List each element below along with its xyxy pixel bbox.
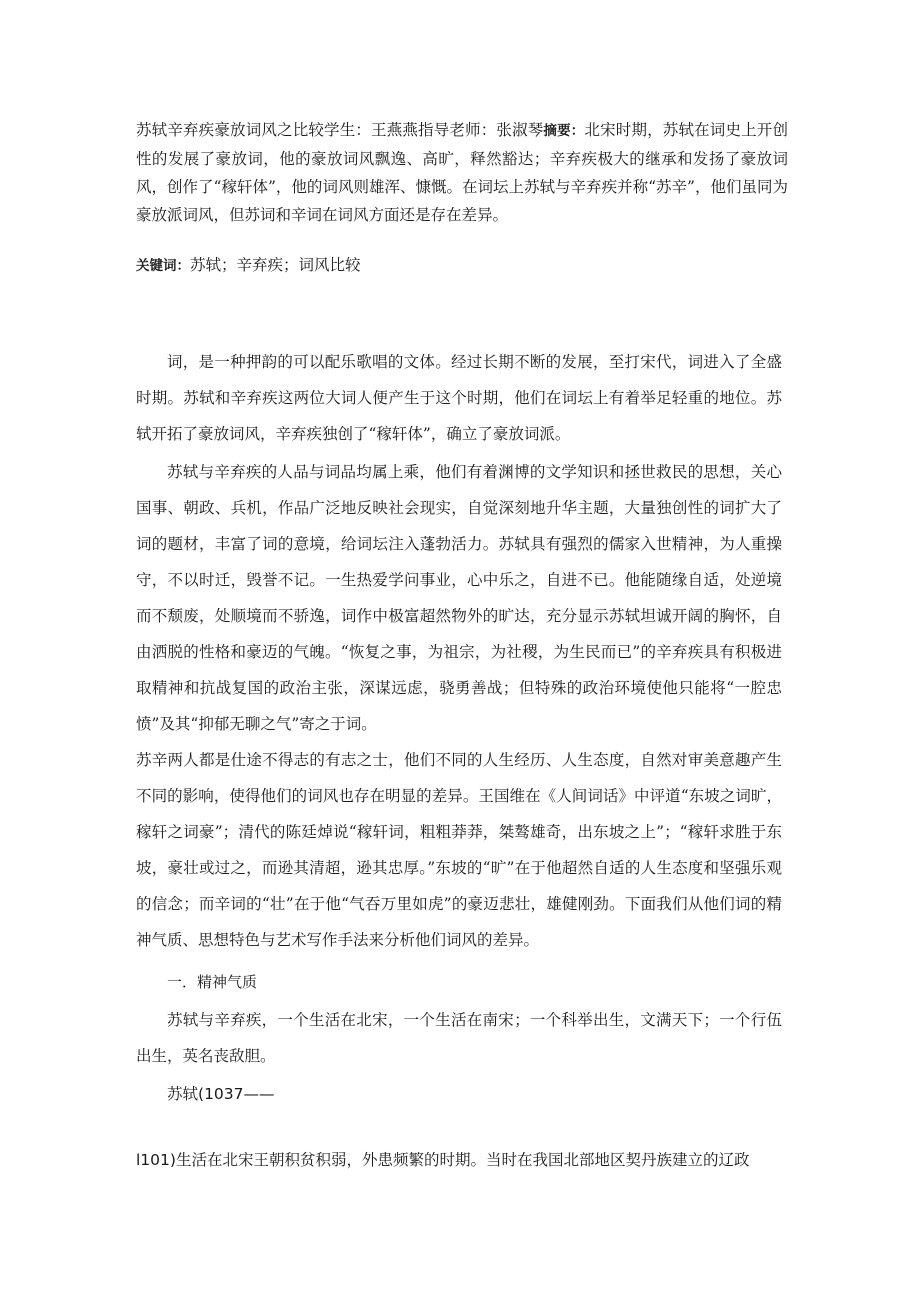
paragraph-style-difference: 苏辛两人都是仕途不得志的有志之士，他们不同的人生经历、人生态度，自然对审美意趣产生不同的影响，使得他们的词风也存在明显的差异。王国维在《人间词话》中评道“东坡之词旷，稼轩之词豪”；清代的陈廷焯说“稼轩词，粗粗莽莽，桀骜雄奇，出东坡之上”；“稼轩求胜于东坡，豪壮或过之，而逊其清超，逊其忠厚。”东坡的“旷”在于他超然自适的人生态度和坚强乐观的信念；而辛词的“壮”在于他“气吞万里如虎”的豪迈悲壮，雄健刚劲。下面我们从他们词的精神气质、思想特色与艺术写作手法来分析他们词风的差异。	[136, 751, 782, 949]
keywords-label: 关键词：	[136, 258, 190, 274]
paragraph-continuation	[136, 1146, 796, 1174]
paragraph-intro: 词，是一种押韵的可以配乐歌唱的文体。经过长期不断的发展，至打宋代，词进入了全盛时期。苏轼和辛弃疾这两位大词人便产生于这个时期，他们在词坛上有着举足轻重的地位。苏轼开拓了豪放词风，辛弃疾独创了“稼轩体”，确立了豪放词派。	[136, 353, 782, 443]
paragraph-sushi-dates	[136, 1076, 782, 1112]
abstract-block	[136, 116, 788, 229]
name-sushi: 苏轼	[167, 1085, 199, 1103]
abstract-text: 北宋时期，苏轼在词史上开创性的发展了豪放词，他的豪放词风飘逸、高旷，释然豁达；辛弃疾极大的继承和发扬了豪放词风，创作了“稼轩体”，他的词风则雄浑、慷慨。在词坛上苏轼与辛弃疾并称“苏辛”，他们虽同为豪放派词风，但苏词和辛词在词风方面还是存在差异。	[136, 121, 788, 224]
continuation-text: 生活在北宋王朝积贫积弱，外患频繁的时期。当时在我国北部地区契丹族建立的辽政	[175, 1151, 750, 1169]
dates-start: (1037——	[198, 1085, 275, 1103]
paragraph-character: 苏轼与辛弃疾的人品与词品均属上乘，他们有着渊博的文学知识和拯世救民的思想，关心国事、朝政、兵机，作品广泛地反映社会现实，自觉深刻地升华主题，大量独创性的词扩大了词的题材，丰富了词的意境，给词坛注入蓬勃活力。苏轼具有强烈的儒家入世精神，为人重操守，不以时迁，毁誉不记。一生热爱学问事业，心中乐之，自进不已。他能随缘自适，处逆境而不颓废，处顺境而不骄逸，词作中极富超然物外的旷达，充分显示苏轼坦诚开阔的胸怀，自由洒脱的性格和豪迈的气魄。“恢复之事，为祖宗，为社稷，为生民而已”的辛弃疾具有积极进取精神和抗战复国的政治主张，深谋远虑，骁勇善战；但特殊的政治环境使他只能将“一腔忠愤”及其“抑郁无聊之气”寄之于词。	[136, 463, 782, 733]
title-line: 苏轼辛弃疾豪放词风之比较学生：王燕燕指导老师：张淑琴	[136, 121, 544, 139]
section-heading: 一．精神气质	[167, 973, 258, 991]
body-text	[136, 344, 782, 1112]
keywords-text: 苏轼；辛弃疾；词风比较	[190, 256, 361, 274]
dates-end: l101)	[136, 1151, 176, 1169]
paragraph-background: 苏轼与辛弃疾，一个生活在北宋，一个生活在南宋；一个科举出生，文满天下；一个行伍出生，英名丧敌胆。	[136, 1011, 782, 1065]
keywords-block	[136, 251, 788, 280]
abstract-label: 摘要：	[543, 123, 585, 139]
